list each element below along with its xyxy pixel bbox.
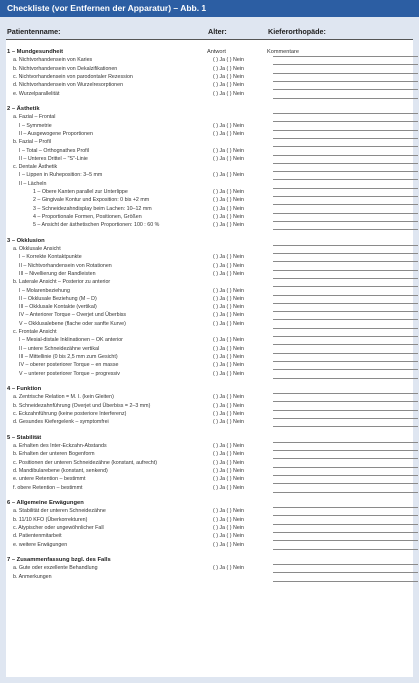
yes-no-options[interactable]: ( ) Ja ( ) Nein: [213, 57, 244, 64]
comment-line[interactable]: [273, 253, 418, 254]
checklist-item: d. Patientenmitarbeit: [13, 533, 62, 540]
comment-line[interactable]: [273, 81, 418, 82]
yes-no-options[interactable]: ( ) Ja ( ) Nein: [213, 451, 244, 458]
comment-line[interactable]: [273, 130, 418, 131]
yes-no-options[interactable]: ( ) Ja ( ) Nein: [213, 394, 244, 401]
comment-line[interactable]: [273, 549, 418, 550]
yes-no-options[interactable]: ( ) Ja ( ) Nein: [213, 565, 244, 572]
comment-line[interactable]: [273, 426, 418, 427]
checklist-item: c. Eckzahnführung (keine posteriore Interferenz): [13, 410, 127, 417]
comment-line[interactable]: [273, 515, 418, 516]
checklist-item: c. Frontale Ansicht: [13, 329, 57, 335]
comment-line[interactable]: [273, 410, 418, 411]
checklist-item: 4 – Proportionale Formen, Positionen, Größen: [33, 213, 142, 220]
comment-line[interactable]: [273, 361, 418, 362]
checklist-item: I – Lippen in Ruheposition: 3–5 mm: [19, 172, 103, 179]
checklist-item: b. Fazial – Profil: [13, 139, 51, 146]
yes-no-options[interactable]: ( ) Ja ( ) Nein: [213, 370, 244, 377]
comment-line[interactable]: [273, 188, 418, 189]
checklist-item: c. Nichtvorhandensein von parodontaler Rezession: [13, 73, 133, 80]
comment-line[interactable]: [273, 155, 418, 156]
checklist-item: b. Laterale Ansicht – Posterior zu anterior: [13, 279, 111, 286]
checklist-item: 3 – Schneidezahndisplay beim Lachen: 10–12 mm: [33, 205, 152, 212]
section-heading: 6 – Allgemeine Erwägungen: [7, 500, 84, 506]
checklist-item: c. Dentale Ästhetik: [13, 164, 58, 171]
comment-line[interactable]: [273, 483, 418, 484]
comment-line[interactable]: [273, 221, 418, 222]
comment-line[interactable]: [273, 179, 418, 180]
comment-line[interactable]: [273, 524, 418, 525]
patient-name-label: Patientenname:: [7, 27, 61, 36]
section-heading: 5 – Stabilität: [7, 434, 42, 441]
section-heading: 3 – Okklusion: [7, 237, 45, 244]
checklist-item: I – Molarenbeziehung: [19, 287, 70, 294]
comment-line[interactable]: [273, 564, 418, 565]
checklist-item: a. Okklusale Ansicht: [13, 246, 61, 252]
yes-no-options[interactable]: ( ) Ja ( ) Nein: [213, 172, 244, 179]
checklist-item: III – Mittellinie (0 bis 2,5 mm zum Gesicht): [19, 353, 118, 360]
comment-line[interactable]: [273, 311, 418, 312]
checklist-item: IV – Anteriorer Torque – Overjet und Überbiss: [19, 312, 127, 319]
figure-title: Checkliste (vor Entfernen der Apparatur) – Abb. 1: [0, 0, 419, 17]
checklist-item: d. Gesundes Kiefergelenk – symptomfrei: [13, 419, 109, 426]
checklist-item: 1 – Obere Kanten parallel zur Unterlippe: [33, 189, 128, 195]
checklist-item: II – Unteres Drittel – "S"-Linie: [19, 155, 88, 162]
yes-no-options[interactable]: ( ) Ja ( ) Nein: [213, 155, 244, 162]
yes-no-options[interactable]: ( ) Ja ( ) Nein: [213, 410, 244, 417]
checklist-item: b. Nichtvorhandensein von Dekalzifikationen: [13, 65, 118, 72]
yes-no-options[interactable]: ( ) Ja ( ) Nein: [213, 304, 244, 311]
checklist-item: II – Lächeln: [19, 180, 47, 187]
comment-line[interactable]: [273, 113, 418, 114]
orthodontist-label: Kieferorthopäde:: [268, 27, 326, 36]
comment-line[interactable]: [273, 196, 418, 197]
comment-line[interactable]: [273, 450, 418, 451]
checklist-item: c. Atypischer oder ungewöhnlicher Fall: [13, 524, 104, 531]
checklist-item: e. weitere Erwägungen: [13, 541, 68, 548]
yes-no-options[interactable]: ( ) Ja ( ) Nein: [213, 362, 244, 369]
comment-column-header: Kommentare: [267, 49, 300, 55]
comment-line[interactable]: [273, 353, 418, 354]
comment-line[interactable]: [273, 121, 418, 122]
yes-no-options[interactable]: ( ) Ja ( ) Nein: [213, 353, 244, 360]
yes-no-options[interactable]: ( ) Ja ( ) Nein: [213, 205, 244, 212]
yes-no-options[interactable]: ( ) Ja ( ) Nein: [213, 287, 244, 294]
comment-line[interactable]: [273, 458, 418, 459]
comment-line[interactable]: [273, 344, 418, 345]
yes-no-options[interactable]: ( ) Ja ( ) Nein: [213, 82, 244, 89]
yes-no-options[interactable]: ( ) Ja ( ) Nein: [213, 147, 244, 154]
checklist-item: a. Stabilität der unteren Schneidezähne: [13, 508, 106, 515]
checklist-item: III – Nivellierung der Randleisten: [19, 270, 96, 277]
yes-no-options[interactable]: ( ) Ja ( ) Nein: [213, 65, 244, 72]
comment-line[interactable]: [273, 278, 418, 279]
checklist-item: a. Erhalten des Inter-Eckzahn-Abstands: [13, 443, 107, 449]
yes-no-options[interactable]: ( ) Ja ( ) Nein: [213, 524, 244, 531]
yes-no-options[interactable]: ( ) Ja ( ) Nein: [213, 122, 244, 129]
comment-line[interactable]: [273, 89, 418, 90]
comment-line[interactable]: [273, 245, 418, 246]
checklist-item: I – Mesial-distale Inklinationen – OK anterior: [19, 337, 123, 344]
checklist-item: f. obere Retention – bestimmt: [13, 484, 83, 491]
comment-line[interactable]: [273, 213, 418, 214]
comment-line[interactable]: [273, 475, 418, 476]
comment-line[interactable]: [273, 56, 418, 57]
checklist-item: a. Fazial – Frontal: [13, 114, 56, 121]
checklist-item: V – Okklusalebene (flache oder sanfte Kurve): [19, 320, 126, 327]
checklist-item: I – Symmetrie: [19, 122, 52, 129]
yes-no-options[interactable]: ( ) Ja ( ) Nein: [213, 73, 244, 80]
checklist-item: a. Nichtvorhandensein von Karies: [13, 57, 93, 64]
comment-line[interactable]: [273, 492, 418, 493]
checklist-item: II – Okklusale Beziehung (M – D): [19, 295, 97, 302]
comment-line[interactable]: [273, 138, 418, 139]
comment-line[interactable]: [273, 442, 418, 443]
comment-line[interactable]: [273, 401, 418, 402]
yes-no-options[interactable]: ( ) Ja ( ) Nein: [213, 189, 244, 195]
checklist-item: I – Korrekte Kontaktpunkte: [19, 254, 82, 261]
yes-no-options[interactable]: ( ) Ja ( ) Nein: [213, 484, 244, 491]
yes-no-options[interactable]: ( ) Ja ( ) Nein: [213, 516, 244, 523]
yes-no-options[interactable]: ( ) Ja ( ) Nein: [213, 222, 244, 229]
answer-column-header: Antwort: [207, 49, 226, 55]
comment-line[interactable]: [273, 532, 418, 533]
checklist-item: a. Gute oder exzellente Behandlung: [13, 565, 98, 572]
yes-no-options[interactable]: ( ) Ja ( ) Nein: [213, 90, 244, 97]
checklist-item: V – unterer posteriorer Torque – progressiv: [19, 370, 120, 377]
comment-line[interactable]: [273, 393, 418, 394]
comment-line[interactable]: [273, 229, 418, 230]
age-label: Alter:: [208, 27, 227, 36]
comment-line[interactable]: [273, 98, 418, 99]
checklist-item: e. Wurzelparallelität: [13, 90, 60, 97]
checklist-item: I – Total – Orthognathes Profil: [19, 147, 89, 154]
checklist-item: d. Nichtvorhandensein von Wurzelresorptionen: [13, 82, 124, 89]
yes-no-options[interactable]: ( ) Ja ( ) Nein: [213, 419, 244, 426]
yes-no-options[interactable]: ( ) Ja ( ) Nein: [213, 295, 244, 302]
checklist-item: II – Ausgewogene Proportionen: [19, 130, 93, 137]
yes-no-options[interactable]: ( ) Ja ( ) Nein: [213, 197, 244, 204]
comment-line[interactable]: [273, 319, 418, 320]
comment-line[interactable]: [273, 204, 418, 205]
yes-no-options[interactable]: ( ) Ja ( ) Nein: [213, 467, 244, 474]
section-heading: 2 – Ästhetik: [7, 106, 40, 112]
checklist-item: b. 11/10 KFO (Überkorrekturen): [13, 516, 88, 523]
checklist-item: II – Nichtvorhandensein von Rotationen: [19, 262, 112, 269]
checklist-item: b. Erhalten der unteren Bogenform: [13, 451, 95, 458]
yes-no-options[interactable]: ( ) Ja ( ) Nein: [213, 213, 244, 220]
yes-no-options[interactable]: ( ) Ja ( ) Nein: [213, 320, 244, 327]
checklist-item: 2 – Gingivale Kontur und Exposition: 0 bis +2 mm: [33, 197, 150, 204]
comment-line[interactable]: [273, 261, 418, 262]
checklist-item: b. Schneidezahnführung (Overjet und Überbiss = 2–3 mm): [13, 402, 151, 409]
checklist-item: c. Positionen der unteren Schneidezähne (konstant, aufrecht): [13, 459, 157, 466]
yes-no-options[interactable]: ( ) Ja ( ) Nein: [213, 476, 244, 483]
yes-no-options[interactable]: ( ) Ja ( ) Nein: [213, 459, 244, 466]
yes-no-options[interactable]: ( ) Ja ( ) Nein: [213, 130, 244, 137]
yes-no-options[interactable]: ( ) Ja ( ) Nein: [213, 270, 244, 277]
checklist-item: e. untere Retention – bestimmt: [13, 476, 86, 483]
section-heading: 4 – Funktion: [7, 386, 42, 392]
comment-line[interactable]: [273, 64, 418, 65]
section-heading: 7 – Zusammenfassung bzgl. des Falls: [7, 557, 111, 563]
comment-line[interactable]: [273, 163, 418, 164]
comment-line[interactable]: [273, 270, 418, 271]
comment-line[interactable]: [273, 286, 418, 287]
yes-no-options[interactable]: ( ) Ja ( ) Nein: [213, 345, 244, 352]
comment-line[interactable]: [273, 328, 418, 329]
checklist-item: II – untere Schneidezähne vertikal: [19, 345, 100, 352]
comment-line[interactable]: [273, 336, 418, 337]
yes-no-options[interactable]: ( ) Ja ( ) Nein: [213, 337, 244, 344]
section-heading: 1 – Mundgesundheit: [7, 49, 64, 55]
checklist-item: a. Zentrische Relation = M. I. (kein Gleiten): [13, 394, 114, 401]
comment-line[interactable]: [273, 295, 418, 296]
yes-no-options[interactable]: ( ) Ja ( ) Nein: [213, 541, 244, 548]
comment-line[interactable]: [273, 418, 418, 419]
checklist-item: 5 – Ansicht der ästhetischen Proportionen: 100 : 60 %: [33, 222, 160, 229]
comment-line[interactable]: [273, 581, 418, 582]
comment-line[interactable]: [273, 378, 418, 379]
yes-no-options[interactable]: ( ) Ja ( ) Nein: [213, 533, 244, 540]
comment-line[interactable]: [273, 507, 418, 508]
comment-line[interactable]: [273, 171, 418, 172]
comment-line[interactable]: [273, 303, 418, 304]
comment-line[interactable]: [273, 540, 418, 541]
checklist-item: b. Anmerkungen: [13, 573, 52, 580]
yes-no-options[interactable]: ( ) Ja ( ) Nein: [213, 402, 244, 409]
yes-no-options[interactable]: ( ) Ja ( ) Nein: [213, 443, 244, 449]
yes-no-options[interactable]: ( ) Ja ( ) Nein: [213, 312, 244, 319]
checklist-item: d. Mandibularebene (konstant, senkend): [13, 467, 108, 474]
comment-line[interactable]: [273, 467, 418, 468]
comment-line[interactable]: [273, 572, 418, 573]
checklist-item: IV – oberer posteriorer Torque – en masse: [19, 362, 119, 369]
checklist-body: [6, 40, 413, 677]
yes-no-options[interactable]: ( ) Ja ( ) Nein: [213, 508, 244, 515]
comment-line[interactable]: [273, 369, 418, 370]
comment-line[interactable]: [273, 73, 418, 74]
yes-no-options[interactable]: ( ) Ja ( ) Nein: [213, 262, 244, 269]
yes-no-options[interactable]: ( ) Ja ( ) Nein: [213, 254, 244, 261]
checklist-item: III – Okklusale Kontakte (vertikal): [19, 304, 97, 311]
comment-line[interactable]: [273, 146, 418, 147]
